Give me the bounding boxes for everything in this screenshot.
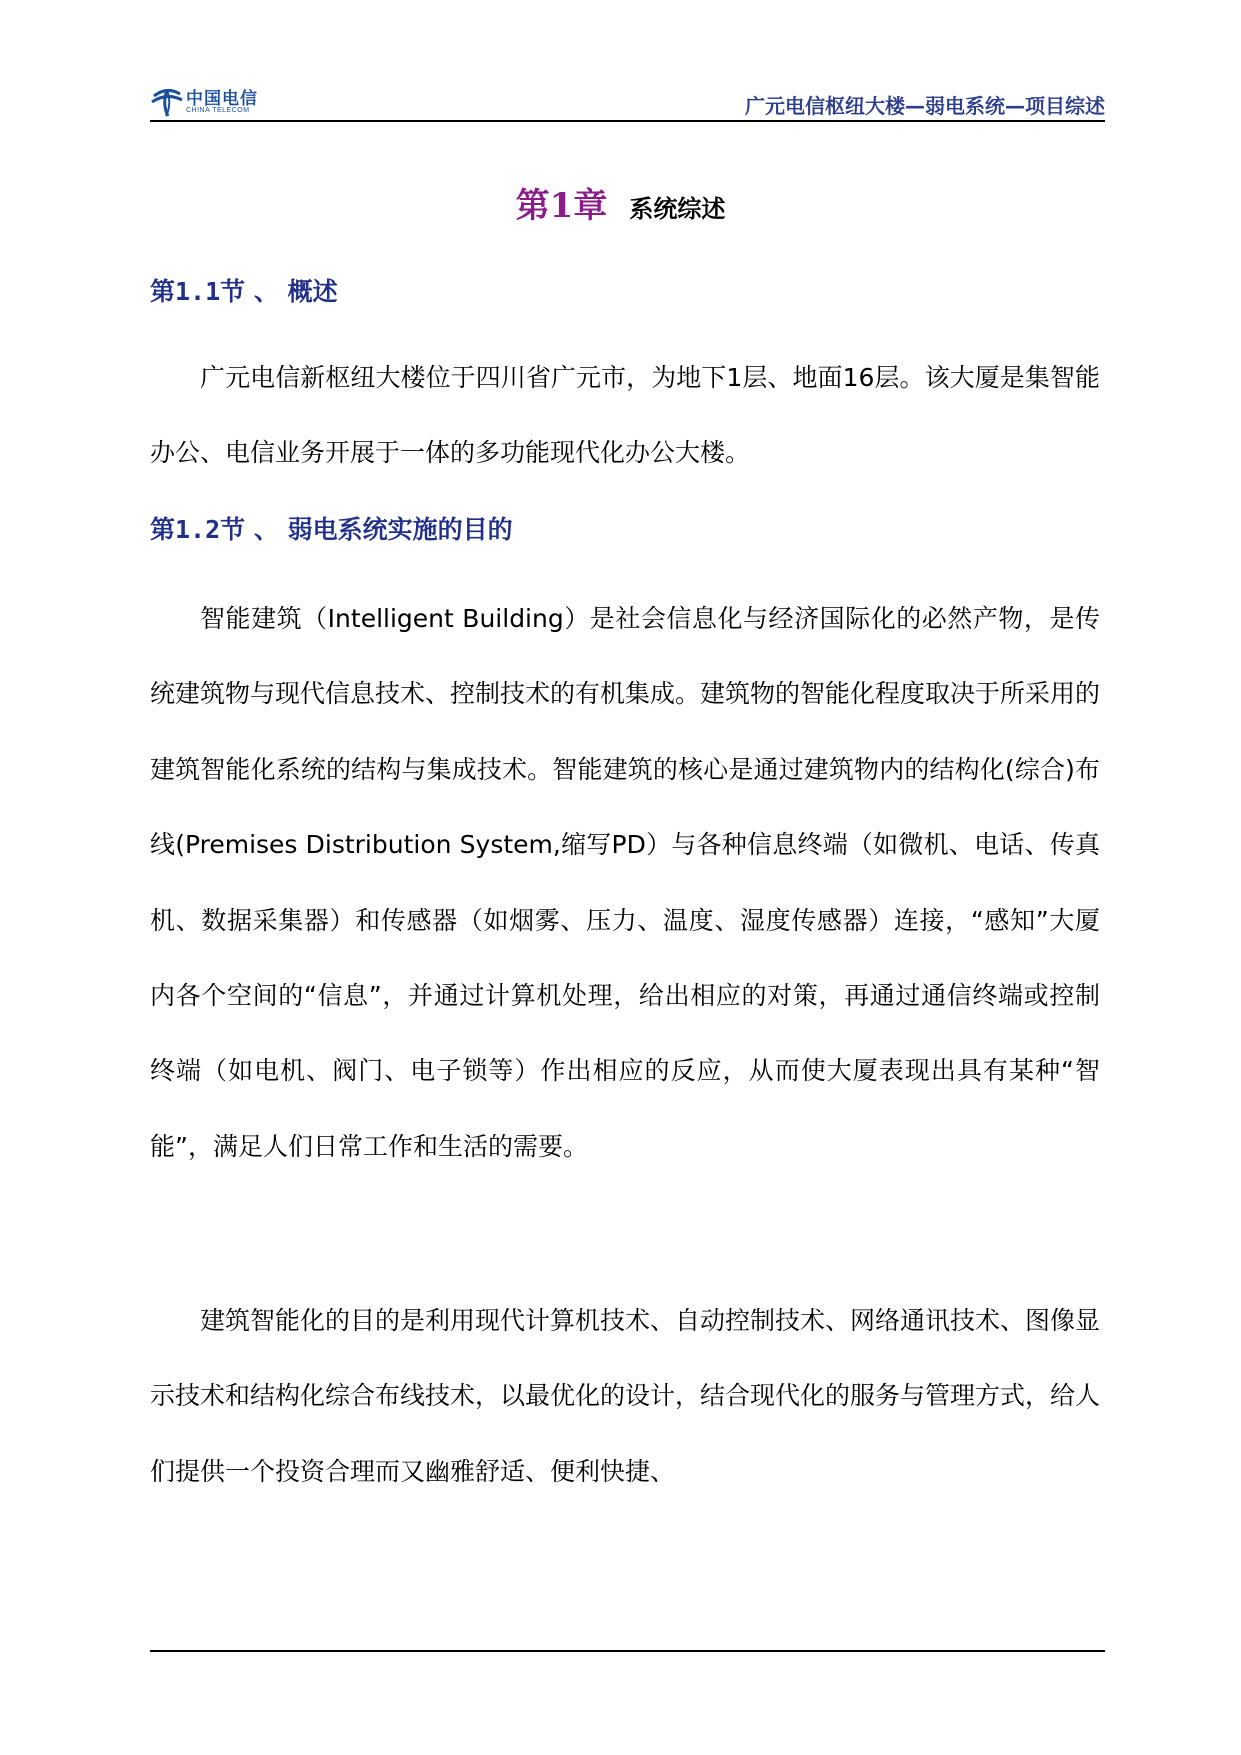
logo-text-en: CHINA TELECOM <box>186 107 250 114</box>
section-title: 概述 <box>287 277 338 306</box>
china-telecom-logo <box>150 80 260 124</box>
paragraph: 智能建筑（Intelligent Building）是社会信息化与经济国际化的必然产物，是传统建筑物与现代信息技术、控制技术的有机集成。建筑物的智能化程度取决于所采用的建筑智能化系统的结构与集成技术。智能建筑的核心是通过建筑物内的结构化(综合)布线(Premises Distribution System,缩写PD）与各种信息终端（如微机、电话、传真机、数据采集器）和传感器（如烟雾、压力、温度、湿度传感器）连接，“感知”大厦内各个空间的“信息”，并通过计算机处理，给出相应的对策，再通过通信终端或控制终端（如电机、阀门、电子锁等）作出相应的反应，从而使大厦表现出具有某种“智能”，满足人们日常工作和生活的需要。 <box>150 604 1101 1161</box>
section-number: 第1.2节 <box>150 515 246 544</box>
page-header <box>150 80 1105 124</box>
chapter-heading <box>0 178 1241 227</box>
logo-text-cn: 中国电信 <box>186 89 258 109</box>
section-number: 第1.1节 <box>150 277 246 306</box>
section-heading-1-2 <box>150 510 513 546</box>
header-divider <box>150 120 1105 122</box>
section-separator: 、 <box>253 277 279 306</box>
chapter-number: 第1章 <box>515 186 608 226</box>
telecom-swirl-icon <box>150 82 184 120</box>
section-heading-1-1 <box>150 272 338 308</box>
paragraph: 建筑智能化的目的是利用现代计算机技术、自动控制技术、网络通讯技术、图像显示技术和结构化综合布线技术，以最优化的设计，结合现代化的服务与管理方式，给人们提供一个投资合理而又幽雅舒适、便利快捷、 <box>150 1306 1101 1486</box>
footer-divider <box>150 1650 1105 1652</box>
paragraph: 广元电信新枢纽大楼位于四川省广元市，为地下1层、地面16层。该大厦是集智能办公、电信业务开展于一体的多功能现代化办公大楼。 <box>150 363 1100 468</box>
header-title: 广元电信枢纽大楼—弱电系统—项目综述 <box>745 94 1105 118</box>
section-title: 弱电系统实施的目的 <box>287 515 513 544</box>
chapter-title: 系统综述 <box>629 195 726 223</box>
section-separator: 、 <box>253 515 279 544</box>
